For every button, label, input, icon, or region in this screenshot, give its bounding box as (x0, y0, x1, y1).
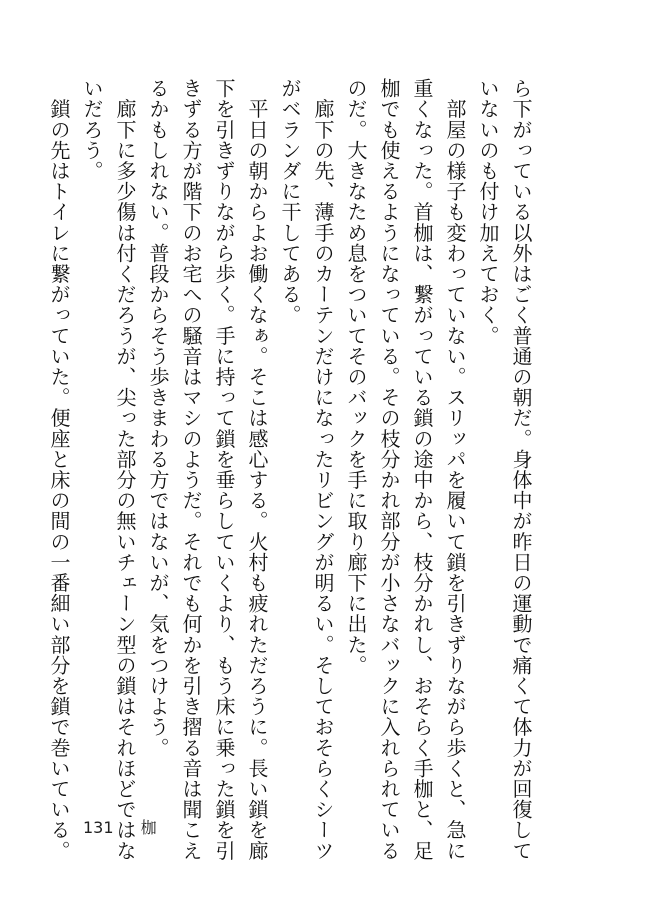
text-line-10: 下を引きずりながら歩く。手に持って鎖を垂らしていくより、もう床に乗った鎖を引 (212, 78, 236, 861)
running-title: 枷 (140, 818, 157, 837)
text-line-6: のだ。大きなため息をついてそのバックを手に取り廊下に出た。 (344, 78, 368, 676)
text-line-1: ら下がっている以外はごく普通の朝だ。身体中が昨日の運動で痛くて体力が回復して (509, 78, 533, 861)
text-line-3: 部屋の様子も変わっていない。スリッパを履いて鎖を引きずりながら歩くと、急に (443, 78, 467, 861)
text-line-14: いだろう。 (80, 78, 104, 181)
page-footer (83, 815, 157, 838)
text-line-15: 鎖の先はトイレに繋がっていた。便座と床の間の一番細い部分を鎖で巻いている。 (47, 78, 71, 861)
text-line-7: 廊下の先、薄手のカーテンだけになったリビングが明るい。そしておそらくシーツ (311, 78, 335, 861)
text-line-12: るかもしれない。普段からそう歩きまわる方ではないが、気をつけよう。 (146, 78, 170, 758)
text-line-4: 重くなった。首枷は、繋がっている鎖の途中から、枝分かれし、おそらく手枷と、足 (410, 78, 434, 861)
text-line-2: いないのも付け加えておく。 (476, 78, 500, 346)
text-line-11: きずる方が階下のお宅への騒音はマシのようだ。それでも何かを引き摺る音は聞こえ (179, 78, 203, 861)
text-line-5: 枷でも使えるようになっている。その枝分かれ部分が小さなバックに入れられている (377, 78, 401, 861)
text-line-13: 廊下に多少傷は付くだろうが、尖った部分の無いチェーン型の鎖はそれほどではな (113, 78, 137, 861)
page-number: 131 (83, 818, 114, 837)
text-line-8: がベランダに干してある。 (278, 78, 302, 326)
text-line-9: 平日の朝からよお働くなぁ。そこは感心する。火村も疲れただろうに。長い鎖を廊 (245, 78, 269, 861)
